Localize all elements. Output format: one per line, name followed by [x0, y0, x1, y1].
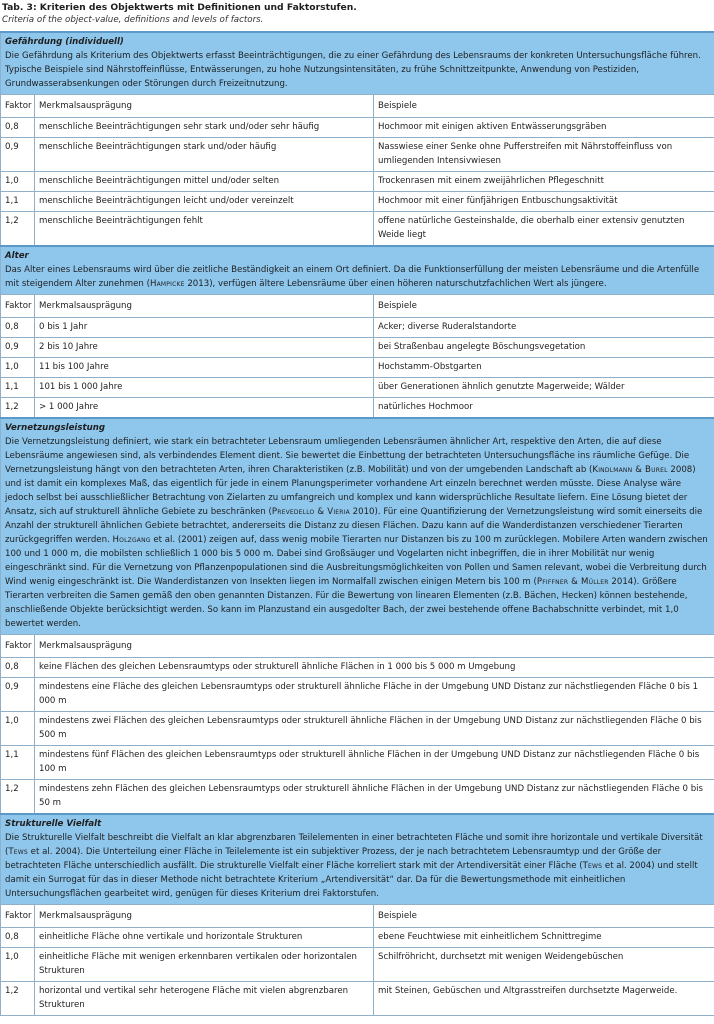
table-row [1, 338, 714, 358]
example-cell: Acker; diverse Ruderalstandorte [374, 318, 714, 338]
feature-cell: menschliche Beeinträchtigungen leicht und/oder vereinzelt [35, 192, 374, 212]
section-title: Gefährdung (individuell) [5, 37, 124, 47]
section-description: Das Alter eines Lebensraums wird über die zeitliche Beständigkeit an einem Ort definiert. Da die Funktionserfüllung der meisten Lebensräume und die Artenfülle mit steigendem Alter zunehmen (Hampicke 2013), verfügen ältere Lebensräume über einen höheren naturschutzfachlichen Wert als jüngere. [5, 265, 700, 289]
factor-cell: 0,8 [1, 318, 35, 338]
citation-author: Prevedello & Vieria [271, 507, 350, 517]
example-cell: Hochstamm-Obstgarten [374, 358, 714, 378]
factor-cell: 1,1 [1, 378, 35, 398]
factor-cell: 1,2 [1, 212, 35, 247]
table-row [1, 192, 714, 212]
header-example: Beispiele [374, 905, 714, 928]
section-title: Vernetzungsleistung [5, 423, 105, 433]
header-factor: Faktor [1, 95, 35, 118]
table-row [1, 948, 714, 982]
table-row [1, 358, 714, 378]
example-cell: Trockenrasen mit einem zweijährlichen Pflegeschnitt [374, 172, 714, 192]
table-row [1, 678, 714, 712]
feature-cell: menschliche Beeinträchtigungen stark und/oder häufig [35, 138, 374, 172]
section-header-row [1, 246, 714, 295]
feature-cell: einheitliche Fläche ohne vertikale und horizontale Strukturen [35, 928, 374, 948]
table-row [1, 712, 714, 746]
header-factor: Faktor [1, 295, 35, 318]
caption-subtitle: Criteria of the object-value, definitions and levels of factors. [2, 15, 264, 25]
feature-cell: einheitliche Fläche mit wenigen erkennbaren vertikalen oder horizontalen Strukturen [35, 948, 374, 982]
citation-author: Pfiffner & Müller [536, 577, 609, 587]
citation-author: Hampicke [149, 279, 185, 289]
table-row [1, 138, 714, 172]
header-factor: Faktor [1, 905, 35, 928]
table-row [1, 118, 714, 138]
factor-cell: 0,8 [1, 118, 35, 138]
feature-cell: menschliche Beeinträchtigungen sehr stark und/oder sehr häufig [35, 118, 374, 138]
table-row [1, 982, 714, 1016]
section-cell [1, 418, 714, 635]
table-row [1, 928, 714, 948]
example-cell: Hochmoor mit einer fünfjährigen Entbuschungsaktivität [374, 192, 714, 212]
section-title: Strukturelle Vielfalt [5, 819, 102, 829]
feature-cell: 0 bis 1 Jahr [35, 318, 374, 338]
table-row [1, 746, 714, 780]
feature-cell: 2 bis 10 Jahre [35, 338, 374, 358]
feature-cell: mindestens zwei Flächen des gleichen Lebensraumtyps oder strukturell ähnliche Flächen in der Umgebung UND Distanz zur nächstliegenden Fläche 0 bis 500 m [35, 712, 714, 746]
example-cell: offene natürliche Gesteinshalde, die oberhalb einer extensiv genutzten Weide liegt [374, 212, 714, 247]
table-row [1, 780, 714, 815]
example-cell: Hochmoor mit einigen aktiven Entwässerungsgräben [374, 118, 714, 138]
table-row [1, 318, 714, 338]
table-row [1, 378, 714, 398]
table-caption [0, 0, 714, 26]
section-header-row [1, 418, 714, 635]
section-header-row [1, 814, 714, 905]
feature-cell: 101 bis 1 000 Jahre [35, 378, 374, 398]
factor-cell: 0,8 [1, 658, 35, 678]
section-title: Alter [5, 251, 29, 261]
example-cell: Schilfröhricht, durchsetzt mit wenigen Weidengebüschen [374, 948, 714, 982]
example-cell: über Generationen ähnlich genutzte Magerweide; Wälder [374, 378, 714, 398]
section-cell [1, 246, 714, 295]
factor-cell: 0,8 [1, 928, 35, 948]
table-row [1, 658, 714, 678]
section-header-row [1, 32, 714, 95]
feature-cell: horizontal und vertikal sehr heterogene Fläche mit vielen abgrenzbaren Strukturen [35, 982, 374, 1016]
example-cell: mit Steinen, Gebüschen und Altgrasstreifen durchsetzte Magerweide. [374, 982, 714, 1016]
column-header-row [1, 95, 714, 118]
feature-cell: mindestens zehn Flächen des gleichen Lebensraumtyps oder strukturell ähnliche Flächen in der Umgebung UND Distanz zur nächstliegenden Fläche 0 bis 50 m [35, 780, 714, 815]
factor-cell: 0,9 [1, 678, 35, 712]
factor-cell: 1,1 [1, 746, 35, 780]
feature-cell: mindestens fünf Flächen des gleichen Lebensraumtyps oder strukturell ähnliche Flächen in der Umgebung UND Distanz zur nächstliegenden Fläche 0 bis 100 m [35, 746, 714, 780]
section-cell [1, 32, 714, 95]
section-cell [1, 814, 714, 905]
factor-cell: 1,0 [1, 948, 35, 982]
feature-cell: keine Flächen des gleichen Lebensraumtyps oder strukturell ähnliche Flächen in 1 000 bis 5 000 m Umgebung [35, 658, 714, 678]
header-feature: Merkmalsausprägung [35, 95, 374, 118]
factor-cell: 1,0 [1, 358, 35, 378]
column-header-row [1, 295, 714, 318]
column-header-row [1, 905, 714, 928]
factor-cell: 1,2 [1, 780, 35, 815]
header-feature: Merkmalsausprägung [35, 295, 374, 318]
citation-author: Tews [582, 861, 603, 871]
feature-cell: menschliche Beeinträchtigungen fehlt [35, 212, 374, 247]
example-cell: ebene Feuchtwiese mit einheitlichem Schnittregime [374, 928, 714, 948]
factor-cell: 0,9 [1, 138, 35, 172]
caption-title: Tab. 3: Kriterien des Objektwerts mit Definitionen und Faktorstufen. [2, 2, 357, 13]
factor-cell: 1,1 [1, 192, 35, 212]
example-cell: natürliches Hochmoor [374, 398, 714, 419]
header-feature: Merkmalsausprägung [35, 635, 714, 658]
section-description: Die Gefährdung als Kriterium des Objektwerts erfasst Beeinträchtigungen, die zu einer Gefährdung des Lebensraums der konkreten Untersuchungsfläche führen. Typische Beispiele sind Nährstoffeinflüsse, Entwässerungen, zu hohe Nutzungsintensitäten, zu frühe Schnittzeitpunkte, Anwendung von Pestiziden, Grundwasserabsenkungen oder Störungen durch Freizeitnutzung. [5, 51, 701, 89]
citation-author: Tews [8, 847, 28, 857]
factor-cell: 1,0 [1, 712, 35, 746]
table-row [1, 172, 714, 192]
factor-cell: 1,2 [1, 982, 35, 1016]
citation-author: Kindlmann & Burel [592, 465, 668, 475]
factor-cell: 1,2 [1, 398, 35, 419]
table-row [1, 398, 714, 419]
feature-cell: mindestens eine Fläche des gleichen Lebensraumtyps oder strukturell ähnliche Fläche in der Umgebung UND Distanz zur nächstliegenden Fläche 0 bis 1 000 m [35, 678, 714, 712]
example-cell: Nasswiese einer Senke ohne Pufferstreifen mit Nährstoffeinfluss von umliegenden Intensivwiesen [374, 138, 714, 172]
section-description: Die Vernetzungsleistung definiert, wie stark ein betrachteter Lebensraum umliegenden Lebensräumen ähnlicher Art, respektive den Arten, die auf diese Lebensräume angewiesen sind, als verbindendes Element dient. Sie bewertet die Einbettung der betrachteten Untersuchungsfläche ins räumliche Gefüge. Die Vernetzungsleistung hängt von den betrachteten Arten, ihren Charakteristiken (z.B. Mobilität) und von der umgebenden Landschaft ab (Kindlmann & Burel 2008) und ist damit ein komplexes Maß, das eigentlich für jede in einem Planungsperimeter vorhandene Art einzeln berechnet werden müsste. Diese Analyse wäre jedoch selbst bei ausschließlicher Betrachtung von Zielarten zu umfangreich und komplex und kann widersprüchliche Resultate liefern. Eine Lösung bietet der Ansatz, sich auf strukturell ähnliche Gebiete zu beschränken (Prevedello & Vieria 2010). Für eine Quantifizierung der Vernetzungsleistung wird somit einerseits die Anzahl der strukturell ähnlichen Gebiete betrachtet, andererseits die Distanz zu diesen Flächen. Dazu kann auf die Wanderdistanzen verschiedener Tierarten zurückgegriffen werden. Holzgang et al. (2001) zeigen auf, dass wenig mobile Tierarten nur Distanzen bis zu 100 m zurücklegen. Mobilere Arten wandern zwischen 100 und 1 000 m, die mobilsten schließlich 1 000 bis 5 000 m. Dabei sind Großsäuger und Vogelarten nicht inbegriffen, die in ihrer Mobilität nur wenig eingeschränkt sind. Für die Vernetzung von Pflanzenpopulationen sind die Ausbreitungsmöglichkeiten von Pollen und Samen relevant, wobei die Verbreitung durch Wind wenig eingeschränkt ist. Die Wanderdistanzen von Insekten liegen im Normalfall zwischen einigen Metern bis 100 m (Pfiffner & Müller 2014). Größere Tierarten verbreiten die Samen gemäß den oben genannten Distanzen. Für die Bewertung von linearen Elementen (z.B. Bächen, Hecken) können bestehende, anschließende Objekte berücksichtigt werden. So kann im Planzustand ein ausgedolter Bach, der zwei bestehende offene Bachabschnitte verbindet, mit 1,0 bewertet werden. [5, 437, 708, 629]
factor-cell: 0,9 [1, 338, 35, 358]
criteria-table [0, 31, 714, 1016]
citation-author: Holzgang [112, 535, 151, 545]
header-feature: Merkmalsausprägung [35, 905, 374, 928]
example-cell: bei Straßenbau angelegte Böschungsvegetation [374, 338, 714, 358]
factor-cell: 1,0 [1, 172, 35, 192]
column-header-row [1, 635, 714, 658]
feature-cell: > 1 000 Jahre [35, 398, 374, 419]
feature-cell: menschliche Beeinträchtigungen mittel und/oder selten [35, 172, 374, 192]
section-description: Die Strukturelle Vielfalt beschreibt die Vielfalt an klar abgrenzbaren Teilelementen in einer betrachteten Fläche und somit ihre horizontale und vertikale Diversität (Tews et al. 2004). Die Unterteilung einer Fläche in Teilelemente ist ein subjektiver Prozess, der je nach betrachtetem Lebensraumtyp und der Größe der betrachteten Fläche unterschiedlich ausfällt. Die strukturelle Vielfalt einer Fläche korreliert stark mit der Artendiversität einer Fläche (Tews et al. 2004) und stellt damit ein Surrogat für das in dieser Methode nicht betrachtete Kriterium „Artendiversität“ dar. Da für die Bewertungsmethode mit einheitlichen Untersuchungsflächen gearbeitet wird, genügen für dieses Kriterium drei Faktorstufen. [5, 833, 703, 899]
header-example: Beispiele [374, 295, 714, 318]
header-example: Beispiele [374, 95, 714, 118]
table-row [1, 212, 714, 247]
feature-cell: 11 bis 100 Jahre [35, 358, 374, 378]
header-factor: Faktor [1, 635, 35, 658]
